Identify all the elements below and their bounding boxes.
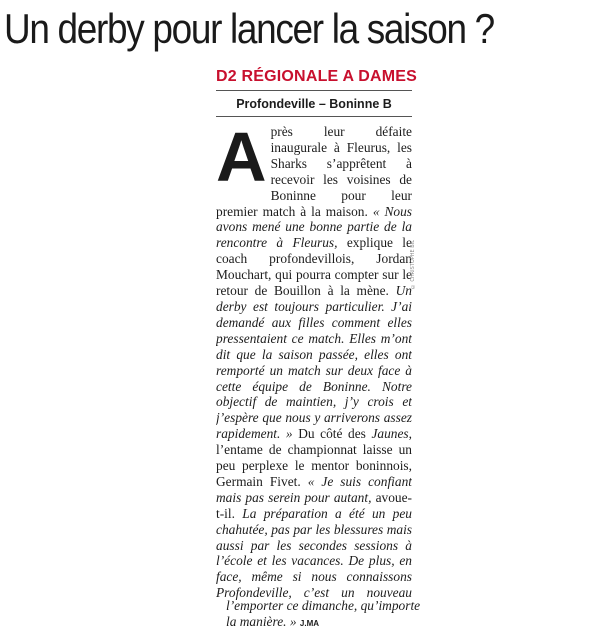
article-quote: La préparation a été un peu chahutée, pas par les blessures mais aussi par les secondes sessions à l’école et les vacances. De plus, en face, même si nous connaissons Profondeville, c’est un nouveau [216,505,412,600]
closing-quote: l’emporter ce dimanche, qu’importe la manière. » [226,598,421,629]
section-rubric: D2 RÉGIONALE A DAMES [216,68,418,85]
article-text: avoue-t-il. [216,489,412,521]
headline: Un derby pour lancer la saison ? [4,5,494,52]
article-text: près leur défaite inaugurale à Fleurus, les Sharks s’apprêtent à recevoir les voisines de Boninne pour leur premier match à la maison. [216,124,412,219]
drop-cap: A [216,124,267,196]
article-quote: « Je suis confiant mais pas serein pour autant, [216,473,412,505]
article-closing-line [226,598,426,632]
match-title: Profondeville – Boninne B [236,97,392,111]
divider-bottom [216,116,412,117]
author-signature: J.MA [299,618,320,628]
article-body [216,124,412,600]
photo-credit: © CHRISTOPHE BIL [410,240,416,290]
article-text: , l’entame de championnat laisse un peu perplexe le mentor boninnois, Germain Fivet. [216,426,412,489]
article-text: Du côté des [298,426,366,442]
article-quote: Un derby est toujours particulier. J’ai demandé aux filles comment elles pressentaient ce match. Elles m’ont dit que la saison passée, elles ont remporté un match sur deux face à cette équipe de Boninne. Notre objectif de maintien, j’y crois et j’espère que nous y arriverons assez rapidement. » [216,283,412,442]
article-emphasis: Jaunes [371,426,409,442]
article-text: explique le coach profondevillois, Jordan Mouchart, qui pourra compter sur le retour de Bouillon à la mène. [216,235,412,299]
article-quote: « Nous avons mené une bonne partie de la rencontre à Fleurus, [216,203,412,251]
divider-top [216,90,412,91]
